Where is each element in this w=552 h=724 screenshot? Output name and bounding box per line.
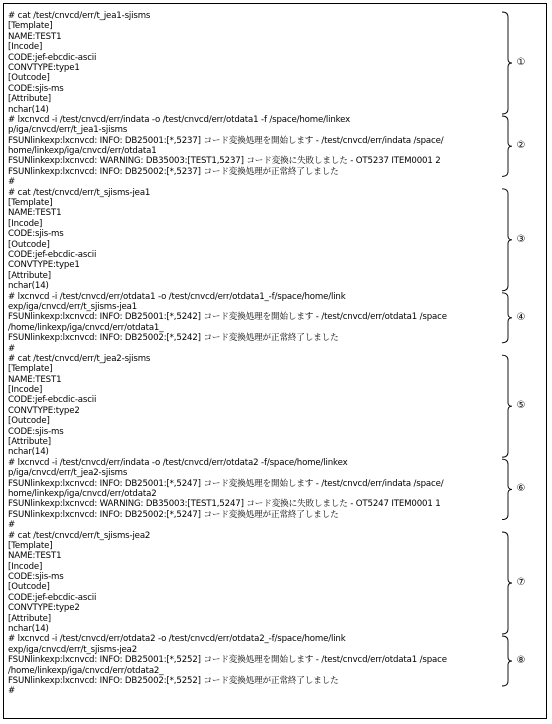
log-line: CODE:sjis-ms xyxy=(8,426,64,437)
log-line: FSUNlinkexp:lxcnvcd: INFO: DB25001:[*,5237] コード変換処理を開始します - /test/cnvcd/err/indata /space/ xyxy=(8,135,444,146)
log-line: [Template] xyxy=(8,198,53,209)
log-line: CONVTYPE:type1 xyxy=(8,260,80,271)
log-line: /home/linkexp/iga/cnvcd/err/otdata2_ xyxy=(8,665,164,676)
log-line: [Outcode] xyxy=(8,239,50,250)
log-line: CODE:sjis-ms xyxy=(8,229,64,240)
brace-4 xyxy=(502,293,512,343)
log-line: CODE:sjis-ms xyxy=(8,572,64,583)
log-line: [Outcode] xyxy=(8,416,50,427)
log-line: nchar(14) xyxy=(8,104,49,115)
log-line: FSUNlinkexp:lxcnvcd: INFO: DB25002:[*,5247] コード変換処理が正常終了しました xyxy=(8,509,339,520)
log-line: [Incode] xyxy=(8,218,43,229)
log-line: CONVTYPE:type2 xyxy=(8,405,80,416)
log-line: exp/iga/cnvcd/err/t_sjisms-jea2 xyxy=(8,644,138,655)
brace-3 xyxy=(502,189,512,291)
log-line: # xyxy=(8,343,16,354)
log-line: NAME:TEST1 xyxy=(8,208,62,219)
log-line: # cat /test/cnvcd/err/t_sjisms-jea2 xyxy=(8,530,151,541)
log-line: [Outcode] xyxy=(8,582,50,593)
log-line: FSUNlinkexp:lxcnvcd: INFO: DB25002:[*,5237] コード変換処理が正常終了しました xyxy=(8,166,339,177)
log-line: [Template] xyxy=(8,21,53,32)
brace-7 xyxy=(502,532,512,634)
log-line: # lxcnvcd -i /test/cnvcd/err/otdata1 -o /test/cnvcd/err/otdata1_-f/space/home/link xyxy=(8,291,346,302)
log-line: FSUNlinkexp:lxcnvcd: INFO: DB25001:[*,5242] コード変換処理を開始します - /test/cnvcd/err/otdata1 /space xyxy=(8,312,447,323)
log-line: FSUNlinkexp:lxcnvcd: INFO: DB25002:[*,5242] コード変換処理が正常終了しました xyxy=(8,333,339,344)
log-line: [Attribute] xyxy=(8,437,52,448)
log-line: FSUNlinkexp:lxcnvcd: INFO: DB25001:[*,5252] コード変換処理を開始します - /test/cnvcd/err/otdata1 /space xyxy=(8,655,447,666)
log-line: [Incode] xyxy=(8,42,43,53)
annotation-number: ⑥ xyxy=(516,483,526,495)
log-line: [Attribute] xyxy=(8,613,52,624)
log-line: FSUNlinkexp:lxcnvcd: WARNING: DB35003:[TEST1,5247] コード変換に失敗しました - OT5247 ITEM0001 1 xyxy=(8,499,441,510)
annotation-number: ④ xyxy=(516,311,526,323)
annotation-number: ③ xyxy=(516,233,526,245)
brace-6 xyxy=(502,459,512,519)
brace-8 xyxy=(502,636,512,686)
annotation-number: ⑦ xyxy=(516,577,526,588)
log-line: NAME:TEST1 xyxy=(8,551,62,562)
annotation-number: ⑧ xyxy=(516,655,526,666)
log-line: exp/iga/cnvcd/err/t_sjisms-jea1 xyxy=(8,301,138,312)
log-line: [Incode] xyxy=(8,561,43,572)
log-line: FSUNlinkexp:lxcnvcd: INFO: DB25001:[*,5247] コード変換処理を開始します - /test/cnvcd/err/indata /space/ xyxy=(8,478,444,489)
log-line: CODE:sjis-ms xyxy=(8,83,64,94)
log-line: nchar(14) xyxy=(8,624,49,635)
log-line: NAME:TEST1 xyxy=(8,31,62,42)
annotation-number: ⑤ xyxy=(516,400,526,412)
log-line: p/iga/cnvcd/err/t_jea2-sjisms xyxy=(8,468,128,479)
log-line: [Attribute] xyxy=(8,270,52,281)
annotation-number: ① xyxy=(516,57,526,68)
log-line: # xyxy=(8,177,16,188)
brace-5 xyxy=(502,355,512,457)
log-line: # cat /test/cnvcd/err/t_jea1-sjisms xyxy=(8,11,151,21)
log-line: FSUNlinkexp:lxcnvcd: WARNING: DB35003:[TEST1,5237] コード変換に失敗しました - OT5237 ITEM0001 2 xyxy=(8,156,441,167)
log-line: # xyxy=(8,520,16,531)
brace-2 xyxy=(502,116,512,176)
log-line: p/iga/cnvcd/err/t_jea1-sjisms xyxy=(8,125,128,136)
log-line: [Outcode] xyxy=(8,73,50,84)
log-line: NAME:TEST1 xyxy=(8,374,62,385)
log-line: home/linkexp/iga/cnvcd/err/otdata1 xyxy=(8,146,157,157)
log-line: FSUNlinkexp:lxcnvcd: INFO: DB25002:[*,5252] コード変換処理が正常終了しました xyxy=(8,676,339,686)
log-line: nchar(14) xyxy=(8,447,49,458)
log-line: CODE:jef-ebcdic-ascii xyxy=(8,592,97,603)
log-line: [Template] xyxy=(8,364,53,375)
log-line: # xyxy=(8,686,16,697)
brace-1 xyxy=(502,12,512,114)
annotation-number: ② xyxy=(516,140,526,152)
log-line: CODE:jef-ebcdic-ascii xyxy=(8,249,97,260)
log-line: CONVTYPE:type2 xyxy=(8,603,80,614)
log-line: /home/linkexp/iga/cnvcd/err/otdata1_ xyxy=(8,322,164,333)
log-line: # cat /test/cnvcd/err/t_sjisms-jea1 xyxy=(8,187,151,198)
log-line: [Attribute] xyxy=(8,94,52,105)
log-line: CONVTYPE:type1 xyxy=(8,62,80,73)
log-line: [Template] xyxy=(8,540,53,551)
log-line: # cat /test/cnvcd/err/t_jea2-sjisms xyxy=(8,353,151,364)
log-line: home/linkexp/iga/cnvcd/err/otdata2 xyxy=(8,488,157,499)
log-line: CODE:jef-ebcdic-ascii xyxy=(8,52,97,63)
log-line: [Incode] xyxy=(8,385,43,396)
log-line: # lxcnvcd -i /test/cnvcd/err/indata -o /test/cnvcd/err/otdata2 -f/space/home/linkex xyxy=(8,457,348,468)
log-line: # lxcnvcd -i /test/cnvcd/err/otdata2 -o /test/cnvcd/err/otdata2_-f/space/home/link xyxy=(8,634,346,645)
log-line: CODE:jef-ebcdic-ascii xyxy=(8,395,97,406)
log-line: # lxcnvcd -i /test/cnvcd/err/indata -o /test/cnvcd/err/otdata1 -f /space/home/linkex xyxy=(8,114,351,125)
log-line: nchar(14) xyxy=(8,281,49,292)
